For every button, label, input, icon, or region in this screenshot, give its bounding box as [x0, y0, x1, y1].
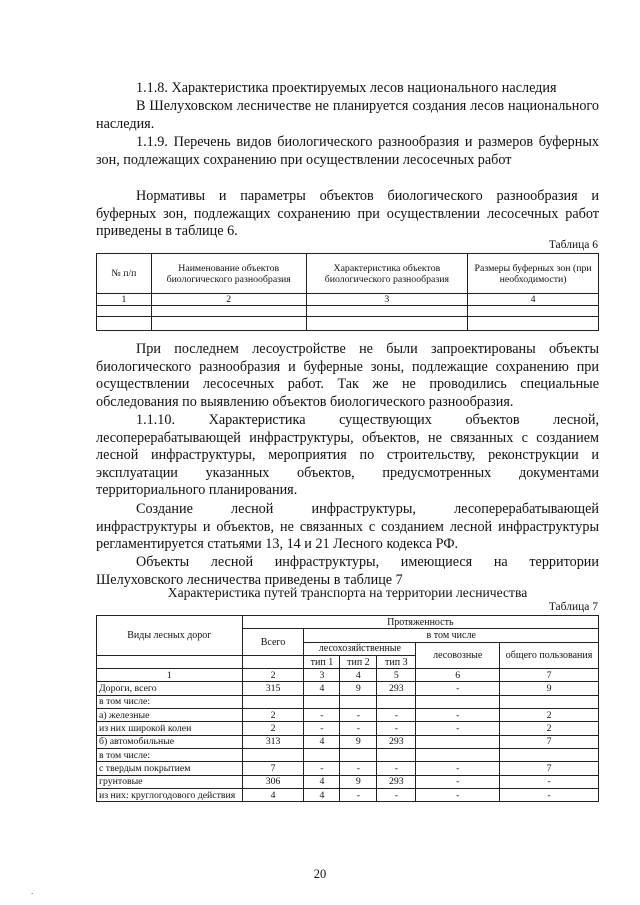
paragraph-1-1-8: В Шелуховском лесничестве не планируется создания лесов национального наследия. — [96, 98, 599, 132]
table-row — [97, 709, 599, 722]
table7-cell — [416, 735, 500, 748]
table7-cell: - — [340, 722, 377, 735]
table-row — [97, 722, 599, 735]
table-row — [97, 762, 599, 775]
table6-empty-cell — [151, 306, 306, 317]
table6-col-number: 4 — [468, 294, 599, 306]
table-row — [97, 735, 599, 748]
table7-cell: 306 — [242, 775, 304, 788]
table7-cell: 4 — [242, 788, 304, 801]
table6-empty-cell — [468, 306, 599, 317]
table7-cell: 315 — [242, 682, 304, 695]
table-6-label: Таблица 6 — [548, 239, 598, 251]
table7-cell: 313 — [242, 735, 304, 748]
table-6 — [96, 253, 599, 331]
table6-col-number: 3 — [306, 294, 468, 306]
table7-cell: 9 — [500, 682, 599, 695]
table6-empty-cell — [306, 317, 468, 331]
table7-row-label: Дороги, всего — [97, 682, 243, 695]
table7-cell: 9 — [340, 775, 377, 788]
table7-cell: - — [377, 722, 416, 735]
table7-cell: - — [377, 709, 416, 722]
table7-cell: 4 — [304, 682, 340, 695]
table7-cell: 4 — [304, 775, 340, 788]
table7-cell — [340, 748, 377, 761]
table7-header-kinds: Виды лесных дорог — [97, 616, 243, 656]
table7-cell — [340, 695, 377, 708]
table6-col-number: 1 — [97, 294, 152, 306]
table7-header-type3: тип 3 — [377, 655, 416, 668]
table7-cell — [242, 748, 304, 761]
table7-header-public: общего пользования — [500, 642, 599, 669]
table6-header: № п/п — [97, 254, 152, 294]
table7-cell — [416, 695, 500, 708]
table7-row-label: а) железные — [97, 709, 243, 722]
table7-cell — [242, 695, 304, 708]
table7-cell: 293 — [377, 775, 416, 788]
table7-cell: 2 — [500, 709, 599, 722]
table7-cell: - — [416, 762, 500, 775]
table7-cell: - — [416, 775, 500, 788]
table7-cell: - — [416, 682, 500, 695]
table-7-label: Таблица 7 — [548, 601, 598, 613]
table6-header: Характеристика объектов биологического разнообразия — [306, 254, 468, 294]
table7-header-including: в том числе — [304, 629, 599, 642]
table-row — [97, 748, 599, 761]
table7-col-number: 6 — [416, 669, 500, 682]
table7-cell — [500, 695, 599, 708]
table7-row-label: с твердым покрытием — [97, 762, 243, 775]
table7-cell — [500, 748, 599, 761]
paragraph-1-1-10-a: Создание лесной инфраструктуры, лесоперерабатывающей инфраструктуры и объектов, не связанных с созданием лесной инфраструктуры регламентируется статьями 13, 14 и 21 Лесного кодекса РФ. — [96, 501, 599, 553]
table7-cell: 9 — [340, 735, 377, 748]
table7-cell: 293 — [377, 682, 416, 695]
page-number: 20 — [313, 867, 327, 881]
heading-1-1-10: 1.1.10. Характеристика существующих объектов лесной, лесоперерабатывающей инфраструктуры, объектов, не связанных с созданием лесной инфраструктуры, мероприятия по строительству, реконструкции и эксплуатации указанных объектов, предусмотренных документами территориального планирования. — [96, 412, 599, 499]
table-row — [97, 695, 599, 708]
table7-cell: - — [377, 788, 416, 801]
table7-row-label: из них широкой колеи — [97, 722, 243, 735]
table-7-caption: Характеристика путей транспорта на территории лесничества — [167, 585, 528, 600]
table7-cell: - — [340, 762, 377, 775]
paragraph-1-1-9: Нормативы и параметры объектов биологического разнообразия и буферных зон, подлежащих сохранению при осуществлении лесосечных работ приведены в таблице 6. — [96, 188, 599, 240]
table7-cell — [377, 748, 416, 761]
margin-mark: . — [31, 886, 34, 896]
table7-cell: 2 — [500, 722, 599, 735]
table-row — [97, 682, 599, 695]
table7-cell: - — [340, 709, 377, 722]
table7-header-forestry: лесохозяйственные — [304, 642, 416, 655]
table7-col-number: 4 — [340, 669, 377, 682]
table7-cell: 9 — [340, 682, 377, 695]
paragraph-1-1-10-b: Объекты лесной инфраструктуры, имеющиеся на территории Шелуховского лесничества приведены в таблице 7 — [96, 554, 599, 588]
table7-col-number: 5 — [377, 669, 416, 682]
table7-row-label: в том числе: — [97, 695, 243, 708]
table7-col-number: 7 — [500, 669, 599, 682]
table7-col-number: 3 — [304, 669, 340, 682]
table7-row-label: из них: круглогодового действия — [97, 788, 243, 801]
table7-header-blank — [242, 655, 304, 668]
table-row — [97, 788, 599, 801]
table7-header-blank — [97, 655, 243, 668]
table7-body — [97, 682, 599, 802]
table7-header-total: Всего — [242, 629, 304, 656]
table7-cell: - — [340, 788, 377, 801]
table7-col-number: 1 — [97, 669, 243, 682]
table7-cell: - — [304, 722, 340, 735]
table7-col-number: 2 — [242, 669, 304, 682]
table7-row-label: грунтовые — [97, 775, 243, 788]
table7-header-type2: тип 2 — [340, 655, 377, 668]
table6-col-number: 2 — [151, 294, 306, 306]
table7-cell: 7 — [500, 735, 599, 748]
table7-cell: 4 — [304, 735, 340, 748]
table6-header: Наименование объектов биологического разнообразия — [151, 254, 306, 294]
table6-empty-cell — [151, 317, 306, 331]
table7-header-hauling: лесовозные — [416, 642, 500, 669]
table7-cell: - — [304, 709, 340, 722]
table7-header-length: Протяженность — [242, 616, 598, 629]
table7-cell: 293 — [377, 735, 416, 748]
table7-cell: 2 — [242, 709, 304, 722]
table7-cell — [377, 695, 416, 708]
table7-cell — [304, 748, 340, 761]
table7-cell — [416, 748, 500, 761]
paragraph-after-table-6: При последнем лесоустройстве не были запроектированы объекты биологического разнообразия и буферные зоны, подлежащие сохранению при осуществлении лесосечных работ. Так же не проводились специальные обследования по выявлению объектов биологического разнообразия. — [96, 341, 599, 410]
table7-cell: - — [377, 762, 416, 775]
table7-cell: - — [416, 722, 500, 735]
table-7 — [96, 615, 599, 802]
table7-cell: 7 — [500, 762, 599, 775]
table-row — [97, 775, 599, 788]
heading-1-1-9: 1.1.9. Перечень видов биологического разнообразия и размеров буферных зон, подлежащих сохранению при осуществлении лесосечных работ — [96, 134, 599, 168]
table6-header: Размеры буферных зон (при необходимости) — [468, 254, 599, 294]
table7-cell: - — [500, 788, 599, 801]
table7-row-label: в том числе: — [97, 748, 243, 761]
heading-1-1-8: 1.1.8. Характеристика проектируемых лесов национального наследия — [136, 80, 557, 96]
table7-cell: - — [304, 762, 340, 775]
table6-empty-cell — [97, 306, 152, 317]
table7-cell: 7 — [242, 762, 304, 775]
table7-cell: - — [416, 709, 500, 722]
table7-row-label: б) автомобильные — [97, 735, 243, 748]
table6-empty-cell — [468, 317, 599, 331]
table7-cell: 4 — [304, 788, 340, 801]
table6-empty-cell — [97, 317, 152, 331]
table6-empty-cell — [306, 306, 468, 317]
table7-cell: - — [500, 775, 599, 788]
table7-cell — [304, 695, 340, 708]
table7-header-type1: тип 1 — [304, 655, 340, 668]
table7-cell: 2 — [242, 722, 304, 735]
table7-cell: - — [416, 788, 500, 801]
